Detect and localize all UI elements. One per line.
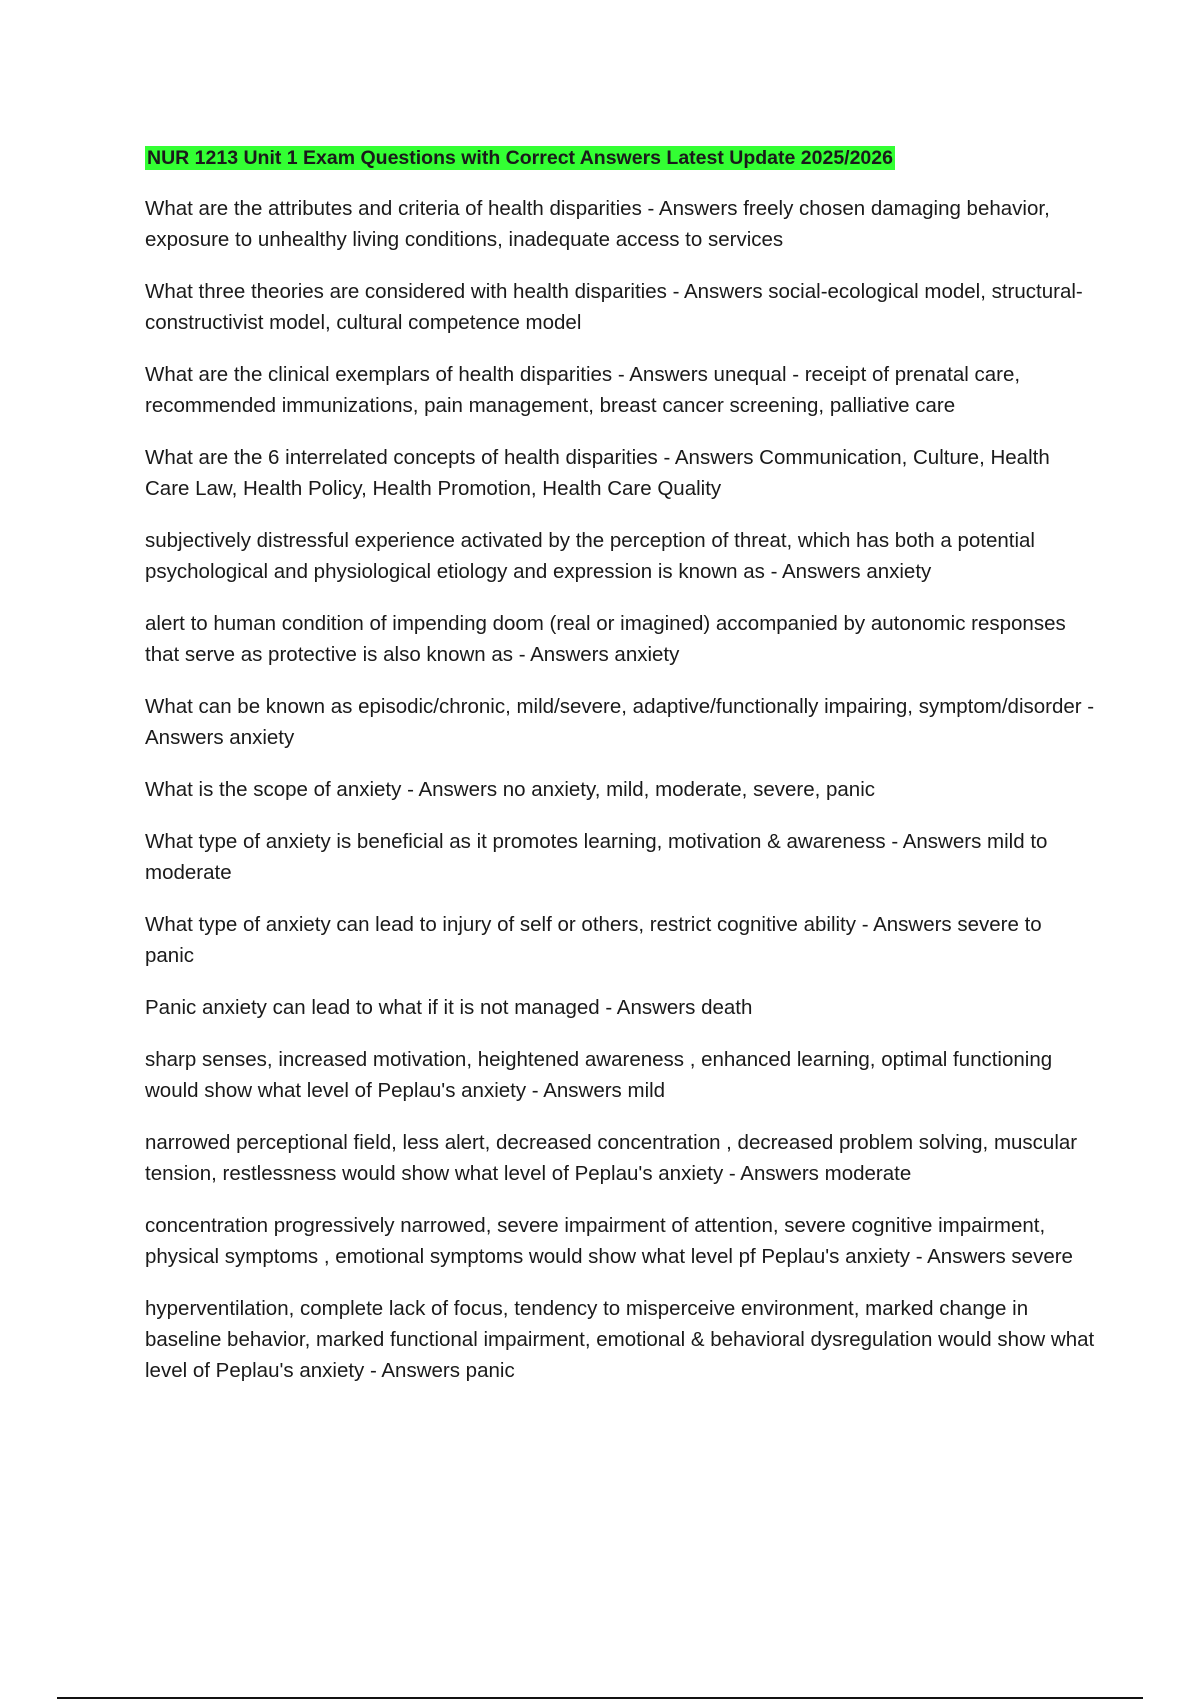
qa-item: What are the clinical exemplars of health disparities - Answers unequal - receipt of prenatal care, recommended immunizations, pain management, breast cancer screening, palliative care [145,363,1021,417]
qa-item: What type of anxiety can lead to injury of self or others, restrict cognitive ability - Answers severe to panic [145,913,1042,967]
qa-item: What three theories are considered with health disparities - Answers social-ecological model, structural-constructivist model, cultural competence model [145,280,1083,334]
qa-item: alert to human condition of impending doom (real or imagined) accompanied by autonomic responses that serve as protective is also known as - Answers anxiety [145,612,1066,666]
qa-item: hyperventilation, complete lack of focus, tendency to misperceive environment, marked change in baseline behavior, marked functional impairment, emotional & behavioral dysregulation would show what level of Peplau's anxiety - Answers panic [145,1297,1095,1382]
bottom-divider [57,1697,1143,1699]
qa-item: narrowed perceptional field, less alert, decreased concentration , decreased problem solving, muscular tension, restlessness would show what level of Peplau's anxiety - Answers moderate [145,1131,1078,1185]
qa-item: Panic anxiety can lead to what if it is not managed - Answers death [145,996,753,1019]
qa-list [145,193,1095,1386]
qa-item: subjectively distressful experience activated by the perception of threat, which has both a potential psychological and physiological etiology and expression is known as - Answers anxiety [145,529,1035,583]
qa-item: What are the attributes and criteria of health disparities - Answers freely chosen damaging behavior, exposure to unhealthy living conditions, inadequate access to services [145,197,1050,251]
qa-item: What type of anxiety is beneficial as it promotes learning, motivation & awareness - Answers mild to moderate [145,830,1048,884]
document-body [145,146,1095,1407]
qa-item: What can be known as episodic/chronic, mild/severe, adaptive/functionally impairing, symptom/disorder - Answers anxiety [145,695,1095,749]
qa-item: What are the 6 interrelated concepts of health disparities - Answers Communication, Culture, Health Care Law, Health Policy, Health Promotion, Health Care Quality [145,446,1050,500]
qa-item: sharp senses, increased motivation, heightened awareness , enhanced learning, optimal functioning would show what level of Peplau's anxiety - Answers mild [145,1048,1053,1102]
qa-item: concentration progressively narrowed, severe impairment of attention, severe cognitive impairment, physical symptoms , emotional symptoms would show what level pf Peplau's anxiety - Answers severe [145,1214,1073,1268]
document-title: NUR 1213 Unit 1 Exam Questions with Correct Answers Latest Update 2025/2026 [147,147,893,169]
qa-item: What is the scope of anxiety - Answers no anxiety, mild, moderate, severe, panic [145,778,875,801]
